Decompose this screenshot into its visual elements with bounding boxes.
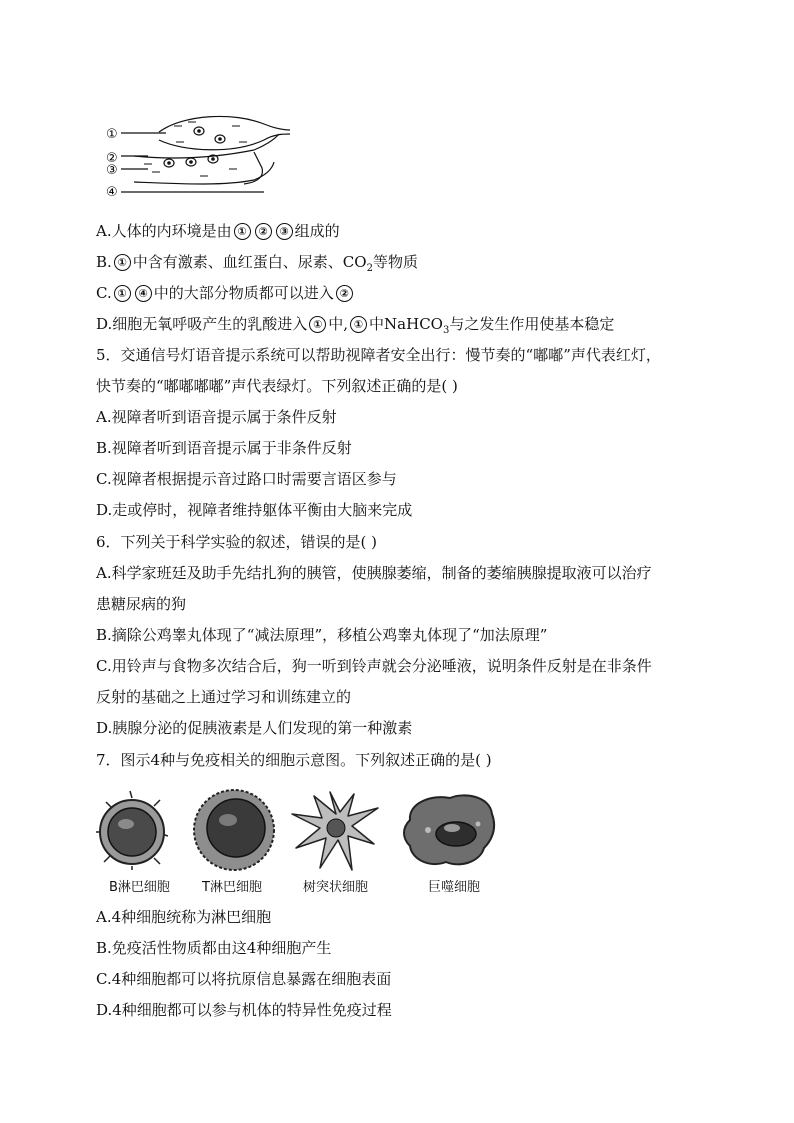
caption-b-lymphocyte: B淋巴细胞 <box>109 880 170 895</box>
label-2: ② <box>106 151 118 166</box>
q7-option-a[interactable]: A.4种细胞统称为淋巴细胞 <box>96 908 272 926</box>
label-3: ③ <box>106 163 118 178</box>
q4-option-c[interactable]: C. ① ④ 中的大部分物质都可以进入 ② <box>96 283 355 303</box>
dendritic-cell-image <box>290 788 382 874</box>
tissue-diagram <box>104 112 304 202</box>
q5-option-d[interactable]: D.走或停时，视障者维持躯体平衡由大脑来完成 <box>96 501 413 519</box>
q4-option-d[interactable]: D.细胞无氧呼吸产生的乳酸进入 ① 中, ① 中NaHCO$_3$与之发生作用使基本稳定 <box>96 315 615 336</box>
q7-option-b[interactable]: B.免疫活性物质都由这4种细胞产生 <box>96 939 332 957</box>
label-4: ④ <box>106 185 118 200</box>
q6-option-b[interactable]: B.摘除公鸡睾丸体现了“减法原理”，移植公鸡睾丸体现了“加法原理” <box>96 626 548 644</box>
q7-stem: 7．图示4种与免疫相关的细胞示意图。下列叙述正确的是( ) <box>96 751 492 769</box>
caption-macrophage: 巨噬细胞 <box>428 880 481 895</box>
b-lymphocyte-image <box>96 790 168 870</box>
q4-option-a[interactable]: A.人体的内环境是由 ① ② ③ 组成的 <box>96 222 340 240</box>
label-1: ① <box>106 127 118 142</box>
caption-dendritic-cell: 树突状细胞 <box>303 880 369 895</box>
q5-option-b[interactable]: B.视障者听到语音提示属于非条件反射 <box>96 439 352 457</box>
q7-option-d[interactable]: D.4种细胞都可以参与机体的特异性免疫过程 <box>96 1001 392 1019</box>
q7-option-c[interactable]: C.4种细胞都可以将抗原信息暴露在细胞表面 <box>96 970 392 988</box>
q6-stem: 6．下列关于科学实验的叙述，错误的是( ) <box>96 533 378 551</box>
q5-option-c[interactable]: C.视障者根据提示音过路口时需要言语区参与 <box>96 470 397 488</box>
caption-t-lymphocyte: T淋巴细胞 <box>202 880 262 895</box>
q6-option-a-line1[interactable]: A.科学家班廷及助手先结扎狗的胰管，使胰腺萎缩，制备的萎缩胰腺提取液可以治疗 <box>96 564 652 582</box>
q4-option-b[interactable]: B. ① 中含有激素、血红蛋白、尿素、$CO_2$等物质 <box>96 253 418 274</box>
t-lymphocyte-image <box>192 788 276 872</box>
q5-option-a[interactable]: A.视障者听到语音提示属于条件反射 <box>96 408 337 426</box>
q6-option-c-line1[interactable]: C.用铃声与食物多次结合后，狗一听到铃声就会分泌唾液，说明条件反射是在非条件 <box>96 657 652 675</box>
q5-stem-line2: 快节奏的“嘟嘟嘟嘟”声代表绿灯。下列叙述正确的是( ) <box>96 377 458 395</box>
macrophage-image <box>400 790 498 870</box>
q5-stem-line1: 5．交通信号灯语音提示系统可以帮助视障者安全出行：慢节奏的“嘟嘟”声代表红灯， <box>96 346 661 364</box>
q6-option-d[interactable]: D.胰腺分泌的促胰液素是人们发现的第一种激素 <box>96 719 413 737</box>
q6-option-a-line2[interactable]: 患糖尿病的狗 <box>96 595 187 613</box>
q6-option-c-line2[interactable]: 反射的基础之上通过学习和训练建立的 <box>96 688 352 706</box>
